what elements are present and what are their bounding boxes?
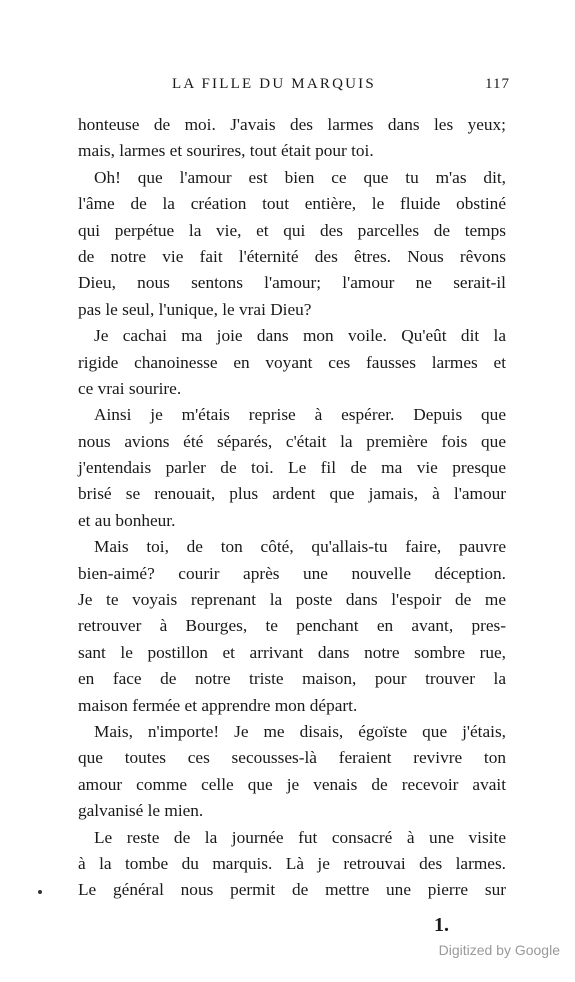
paragraph [78,323,506,402]
text-line: pas le seul, l'unique, le vrai Dieu? [78,299,312,319]
google-watermark: Digitized by Google [438,942,560,958]
running-head [78,76,510,100]
signature-mark: 1. [434,914,449,936]
text-line: mais, larmes et sourires, tout était pour toi. [78,141,374,161]
text-line: retrouver à Bourges, te penchant en avant, pres- [78,616,506,636]
text-line: ce vrai sourire. [78,378,182,398]
text-line: maison fermée et apprendre mon départ. [78,695,358,715]
paragraph [78,402,506,534]
text-line: l'âme de la création tout entière, le fluide obstiné [78,194,506,214]
text-line: de notre vie fait l'éternité des êtres. Nous rêvons [78,246,506,266]
text-line: j'entendais parler de toi. Le fil de ma vie presque [78,458,506,478]
text-line: galvanisé le mien. [78,801,204,821]
paragraph [78,719,506,825]
text-line: à la tombe du marquis. Là je retrouvai des larmes. [78,853,506,873]
ink-speck [38,890,42,894]
text-line: nous avions été séparés, c'était la première fois que [78,431,506,451]
text-line: Je cachai ma joie dans mon voile. Qu'eût dit la [94,326,506,346]
text-line: Je te voyais reprenant la poste dans l'espoir de me [78,590,506,610]
paragraph [78,165,506,323]
text-line: que toutes ces secousses-là feraient revivre ton [78,748,506,768]
text-line: qui perpétue la vie, et qui des parcelles de temps [78,220,506,240]
text-line: Oh! que l'amour est bien ce que tu m'as dit, [94,167,506,187]
text-line: Ainsi je m'étais reprise à espérer. Depuis que [94,405,506,425]
text-line: honteuse de moi. J'avais des larmes dans les yeux; [78,115,506,134]
text-line: en face de notre triste maison, pour trouver la [78,669,506,689]
paragraph [78,112,506,165]
text-line: Dieu, nous sentons l'amour; l'amour ne serait-il [78,273,506,293]
paragraph [78,825,506,904]
page-number: 117 [485,76,510,92]
text-line: rigide chanoinesse en voyant ces fausses larmes et [78,352,506,372]
text-line: amour comme celle que je venais de recevoir avait [78,774,506,794]
text-line: et au bonheur. [78,510,176,530]
text-line: sant le postillon et arrivant dans notre sombre rue, [78,642,506,662]
running-title: LA FILLE DU MARQUIS [172,76,376,92]
text-line: bien-aimé? courir après une nouvelle déception. [78,563,506,583]
text-line: Mais, n'importe! Je me disais, égoïste que j'étais, [94,721,506,741]
text-line: Mais toi, de ton côté, qu'allais-tu faire, pauvre [94,537,506,557]
paragraph [78,534,506,719]
text-line: Le reste de la journée fut consacré à une visite [94,827,506,847]
text-line: Le général nous permit de mettre une pierre sur [78,880,506,900]
text-line: brisé se renouait, plus ardent que jamais, à l'amour [78,484,506,504]
body-text [78,112,506,904]
